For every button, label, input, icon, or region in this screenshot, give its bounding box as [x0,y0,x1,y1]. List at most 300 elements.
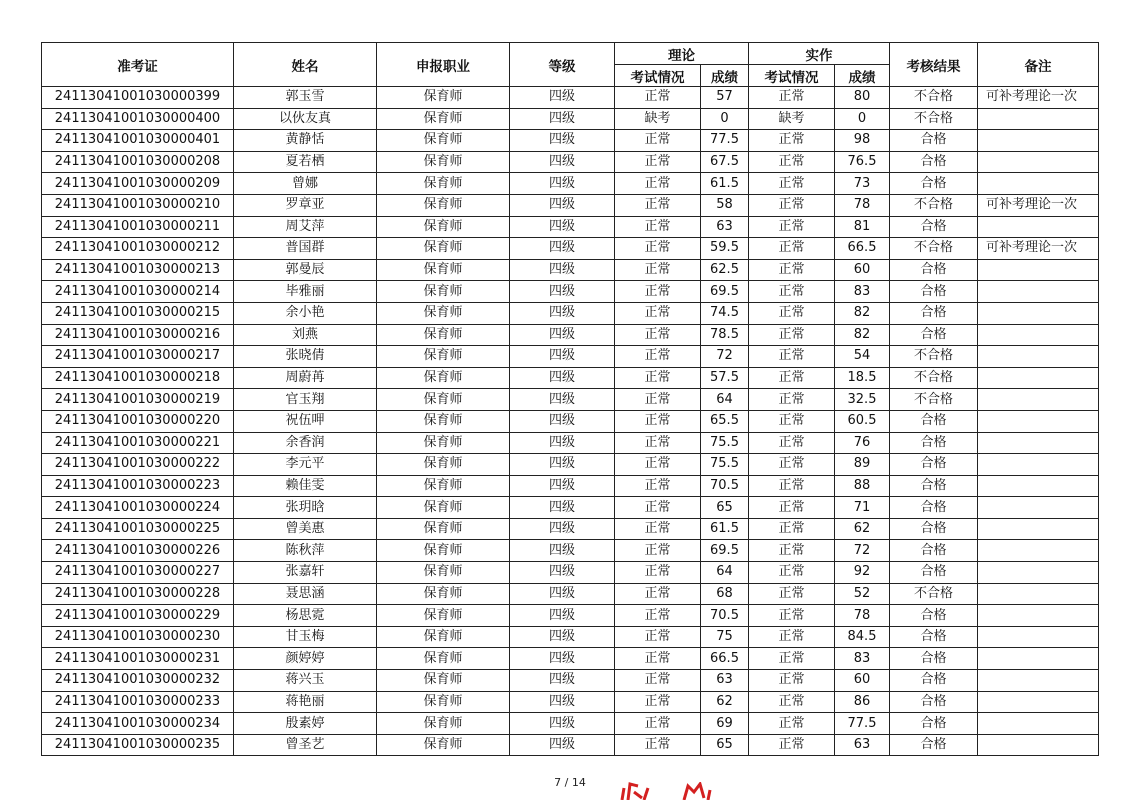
cell-practice-status: 正常 [749,626,835,648]
cell-result: 不合格 [890,194,978,216]
results-table-container [41,42,1099,756]
cell-name: 周蔚苒 [234,367,377,389]
cell-practice-score: 88 [835,475,890,497]
cell-result: 合格 [890,216,978,238]
cell-level: 四级 [510,216,615,238]
cell-ticket: 24113041001030000227 [42,562,234,584]
cell-name: 郭玉雪 [234,87,377,109]
cell-name: 罗章亚 [234,194,377,216]
cell-result: 不合格 [890,87,978,109]
cell-ticket: 24113041001030000213 [42,259,234,281]
cell-practice-status: 正常 [749,648,835,670]
cell-theory-score: 61.5 [701,518,749,540]
cell-result: 合格 [890,454,978,476]
cell-note [978,324,1099,346]
cell-result: 合格 [890,691,978,713]
cell-note [978,583,1099,605]
table-row [42,432,1099,454]
cell-ticket: 24113041001030000400 [42,108,234,130]
cell-name: 颜婷婷 [234,648,377,670]
cell-level: 四级 [510,713,615,735]
cell-level: 四级 [510,454,615,476]
cell-occupation: 保育师 [377,454,510,476]
cell-note [978,346,1099,368]
cell-ticket: 24113041001030000209 [42,173,234,195]
cell-occupation: 保育师 [377,648,510,670]
header-theory: 理论 [615,43,749,65]
cell-ticket: 24113041001030000215 [42,302,234,324]
cell-practice-status: 正常 [749,670,835,692]
cell-theory-status: 正常 [615,367,701,389]
cell-level: 四级 [510,173,615,195]
header-practice: 实作 [749,43,890,65]
table-row [42,108,1099,130]
cell-theory-score: 78.5 [701,324,749,346]
cell-level: 四级 [510,734,615,756]
cell-result: 合格 [890,173,978,195]
cell-practice-score: 82 [835,302,890,324]
cell-practice-status: 正常 [749,605,835,627]
cell-result: 合格 [890,475,978,497]
cell-ticket: 24113041001030000214 [42,281,234,303]
cell-theory-status: 正常 [615,540,701,562]
cell-name: 周艾萍 [234,216,377,238]
cell-practice-score: 83 [835,281,890,303]
cell-practice-status: 正常 [749,475,835,497]
table-row [42,454,1099,476]
cell-occupation: 保育师 [377,518,510,540]
cell-practice-status: 正常 [749,87,835,109]
cell-theory-status: 正常 [615,151,701,173]
cell-practice-score: 78 [835,194,890,216]
cell-note [978,518,1099,540]
cell-practice-status: 正常 [749,259,835,281]
cell-result: 不合格 [890,367,978,389]
cell-note [978,691,1099,713]
cell-practice-score: 60.5 [835,410,890,432]
cell-level: 四级 [510,238,615,260]
cell-practice-status: 正常 [749,432,835,454]
cell-occupation: 保育师 [377,605,510,627]
cell-ticket: 24113041001030000218 [42,367,234,389]
cell-practice-status: 正常 [749,173,835,195]
cell-theory-score: 57 [701,87,749,109]
cell-ticket: 24113041001030000223 [42,475,234,497]
cell-name: 殷素婷 [234,713,377,735]
cell-level: 四级 [510,562,615,584]
cell-practice-status: 正常 [749,302,835,324]
cell-level: 四级 [510,259,615,281]
table-row [42,518,1099,540]
cell-level: 四级 [510,540,615,562]
cell-name: 张晓倩 [234,346,377,368]
cell-theory-status: 正常 [615,259,701,281]
cell-theory-score: 70.5 [701,475,749,497]
cell-theory-status: 正常 [615,173,701,195]
cell-theory-score: 67.5 [701,151,749,173]
cell-practice-score: 52 [835,583,890,605]
cell-result: 合格 [890,648,978,670]
cell-name: 黄静恬 [234,130,377,152]
header-practice-score: 成绩 [835,65,890,87]
table-row [42,367,1099,389]
cell-level: 四级 [510,281,615,303]
cell-ticket: 24113041001030000233 [42,691,234,713]
cell-result: 合格 [890,670,978,692]
table-row [42,87,1099,109]
cell-ticket: 24113041001030000216 [42,324,234,346]
cell-level: 四级 [510,518,615,540]
cell-name: 祝伍呷 [234,410,377,432]
cell-theory-status: 正常 [615,454,701,476]
cell-practice-score: 60 [835,670,890,692]
red-seal-stamp-fragment-icon [680,782,714,800]
cell-practice-score: 62 [835,518,890,540]
cell-theory-status: 正常 [615,346,701,368]
cell-occupation: 保育师 [377,734,510,756]
cell-ticket: 24113041001030000210 [42,194,234,216]
cell-result: 不合格 [890,238,978,260]
cell-note [978,562,1099,584]
cell-result: 合格 [890,497,978,519]
cell-practice-score: 81 [835,216,890,238]
cell-ticket: 24113041001030000212 [42,238,234,260]
cell-level: 四级 [510,87,615,109]
cell-result: 合格 [890,410,978,432]
cell-level: 四级 [510,410,615,432]
cell-practice-score: 86 [835,691,890,713]
cell-ticket: 24113041001030000224 [42,497,234,519]
cell-practice-status: 正常 [749,151,835,173]
cell-practice-status: 正常 [749,324,835,346]
cell-note [978,540,1099,562]
cell-occupation: 保育师 [377,432,510,454]
table-row [42,410,1099,432]
cell-occupation: 保育师 [377,626,510,648]
cell-ticket: 24113041001030000211 [42,216,234,238]
header-ticket: 准考证 [42,43,234,87]
cell-result: 合格 [890,281,978,303]
cell-level: 四级 [510,670,615,692]
cell-note [978,432,1099,454]
header-note: 备注 [978,43,1099,87]
cell-theory-status: 正常 [615,648,701,670]
table-row [42,691,1099,713]
results-table [41,42,1099,756]
cell-practice-score: 73 [835,173,890,195]
cell-occupation: 保育师 [377,346,510,368]
cell-theory-status: 正常 [615,734,701,756]
cell-name: 陈秋萍 [234,540,377,562]
cell-result: 合格 [890,518,978,540]
cell-name: 曾娜 [234,173,377,195]
cell-theory-score: 59.5 [701,238,749,260]
cell-practice-score: 66.5 [835,238,890,260]
cell-note [978,130,1099,152]
cell-theory-status: 正常 [615,475,701,497]
cell-note [978,151,1099,173]
cell-occupation: 保育师 [377,259,510,281]
cell-ticket: 24113041001030000228 [42,583,234,605]
cell-theory-score: 68 [701,583,749,605]
table-row [42,302,1099,324]
cell-theory-score: 63 [701,670,749,692]
cell-practice-status: 正常 [749,454,835,476]
cell-occupation: 保育师 [377,130,510,152]
cell-note [978,454,1099,476]
cell-occupation: 保育师 [377,87,510,109]
cell-practice-score: 71 [835,497,890,519]
cell-level: 四级 [510,302,615,324]
cell-level: 四级 [510,583,615,605]
cell-name: 甘玉梅 [234,626,377,648]
cell-ticket: 24113041001030000220 [42,410,234,432]
cell-name: 蒋艳丽 [234,691,377,713]
cell-name: 曾美惠 [234,518,377,540]
cell-occupation: 保育师 [377,108,510,130]
cell-theory-status: 正常 [615,302,701,324]
header-result: 考核结果 [890,43,978,87]
cell-theory-status: 正常 [615,562,701,584]
cell-name: 聂思涵 [234,583,377,605]
cell-theory-score: 62 [701,691,749,713]
cell-practice-score: 83 [835,648,890,670]
cell-result: 合格 [890,151,978,173]
cell-level: 四级 [510,346,615,368]
cell-theory-status: 正常 [615,281,701,303]
cell-name: 普国群 [234,238,377,260]
cell-level: 四级 [510,367,615,389]
cell-occupation: 保育师 [377,475,510,497]
cell-practice-status: 正常 [749,518,835,540]
cell-theory-score: 72 [701,346,749,368]
cell-practice-status: 正常 [749,691,835,713]
cell-practice-status: 正常 [749,540,835,562]
cell-theory-score: 57.5 [701,367,749,389]
cell-ticket: 24113041001030000401 [42,130,234,152]
cell-name: 夏若栖 [234,151,377,173]
cell-theory-status: 正常 [615,324,701,346]
cell-theory-status: 正常 [615,389,701,411]
cell-level: 四级 [510,648,615,670]
cell-theory-score: 69 [701,713,749,735]
cell-level: 四级 [510,108,615,130]
cell-note [978,108,1099,130]
cell-occupation: 保育师 [377,410,510,432]
cell-note [978,367,1099,389]
cell-occupation: 保育师 [377,540,510,562]
cell-ticket: 24113041001030000234 [42,713,234,735]
cell-result: 合格 [890,713,978,735]
cell-theory-status: 缺考 [615,108,701,130]
cell-ticket: 24113041001030000217 [42,346,234,368]
red-seal-stamp-icon [618,782,660,800]
cell-theory-score: 66.5 [701,648,749,670]
cell-name: 蒋兴玉 [234,670,377,692]
header-level: 等级 [510,43,615,87]
cell-note [978,216,1099,238]
cell-result: 不合格 [890,389,978,411]
cell-ticket: 24113041001030000208 [42,151,234,173]
table-row [42,281,1099,303]
cell-occupation: 保育师 [377,238,510,260]
cell-level: 四级 [510,324,615,346]
cell-note [978,713,1099,735]
cell-occupation: 保育师 [377,173,510,195]
table-row [42,540,1099,562]
cell-practice-status: 正常 [749,238,835,260]
header-occupation: 申报职业 [377,43,510,87]
cell-practice-score: 89 [835,454,890,476]
cell-practice-score: 18.5 [835,367,890,389]
cell-theory-score: 70.5 [701,605,749,627]
cell-note [978,648,1099,670]
cell-occupation: 保育师 [377,497,510,519]
cell-note [978,173,1099,195]
cell-theory-status: 正常 [615,497,701,519]
cell-practice-score: 78 [835,605,890,627]
cell-occupation: 保育师 [377,194,510,216]
cell-theory-status: 正常 [615,87,701,109]
table-row [42,259,1099,281]
cell-note: 可补考理论一次 [978,194,1099,216]
cell-ticket: 24113041001030000231 [42,648,234,670]
table-row [42,605,1099,627]
header-theory-exam-status: 考试情况 [615,65,701,87]
cell-name: 余香润 [234,432,377,454]
cell-theory-score: 69.5 [701,281,749,303]
cell-ticket: 24113041001030000222 [42,454,234,476]
cell-note [978,302,1099,324]
cell-theory-score: 62.5 [701,259,749,281]
cell-practice-score: 32.5 [835,389,890,411]
cell-level: 四级 [510,130,615,152]
table-row [42,734,1099,756]
cell-result: 合格 [890,432,978,454]
cell-practice-status: 缺考 [749,108,835,130]
table-row [42,497,1099,519]
cell-practice-status: 正常 [749,389,835,411]
table-row [42,475,1099,497]
cell-theory-score: 64 [701,389,749,411]
cell-ticket: 24113041001030000399 [42,87,234,109]
cell-theory-status: 正常 [615,713,701,735]
cell-theory-status: 正常 [615,410,701,432]
cell-level: 四级 [510,151,615,173]
cell-result: 合格 [890,562,978,584]
cell-theory-score: 74.5 [701,302,749,324]
cell-note [978,670,1099,692]
cell-theory-score: 65 [701,734,749,756]
cell-occupation: 保育师 [377,713,510,735]
cell-practice-score: 84.5 [835,626,890,648]
cell-note [978,626,1099,648]
cell-theory-status: 正常 [615,691,701,713]
cell-theory-status: 正常 [615,194,701,216]
table-row [42,713,1099,735]
cell-result: 不合格 [890,108,978,130]
cell-practice-score: 63 [835,734,890,756]
cell-name: 余小艳 [234,302,377,324]
cell-occupation: 保育师 [377,324,510,346]
cell-theory-status: 正常 [615,432,701,454]
cell-level: 四级 [510,691,615,713]
cell-note: 可补考理论一次 [978,238,1099,260]
cell-practice-score: 0 [835,108,890,130]
cell-result: 合格 [890,540,978,562]
cell-occupation: 保育师 [377,302,510,324]
cell-practice-status: 正常 [749,713,835,735]
cell-level: 四级 [510,432,615,454]
cell-result: 合格 [890,259,978,281]
cell-practice-status: 正常 [749,734,835,756]
cell-result: 合格 [890,130,978,152]
cell-occupation: 保育师 [377,670,510,692]
cell-ticket: 24113041001030000219 [42,389,234,411]
cell-theory-status: 正常 [615,583,701,605]
cell-result: 不合格 [890,346,978,368]
cell-result: 合格 [890,324,978,346]
cell-name: 毕雅丽 [234,281,377,303]
cell-theory-status: 正常 [615,216,701,238]
cell-ticket: 24113041001030000232 [42,670,234,692]
cell-practice-score: 76 [835,432,890,454]
cell-theory-status: 正常 [615,238,701,260]
cell-theory-score: 0 [701,108,749,130]
cell-theory-score: 64 [701,562,749,584]
cell-theory-status: 正常 [615,130,701,152]
cell-practice-status: 正常 [749,346,835,368]
table-row [42,216,1099,238]
cell-result: 合格 [890,302,978,324]
cell-practice-score: 80 [835,87,890,109]
cell-note [978,281,1099,303]
cell-level: 四级 [510,389,615,411]
cell-ticket: 24113041001030000221 [42,432,234,454]
cell-name: 以伙友真 [234,108,377,130]
table-row [42,173,1099,195]
cell-practice-status: 正常 [749,130,835,152]
cell-result: 不合格 [890,583,978,605]
cell-occupation: 保育师 [377,562,510,584]
cell-practice-score: 72 [835,540,890,562]
cell-practice-score: 60 [835,259,890,281]
cell-note [978,497,1099,519]
cell-theory-score: 63 [701,216,749,238]
header-practice-exam-status: 考试情况 [749,65,835,87]
table-row [42,238,1099,260]
cell-practice-status: 正常 [749,194,835,216]
cell-theory-status: 正常 [615,518,701,540]
cell-practice-status: 正常 [749,216,835,238]
cell-practice-status: 正常 [749,367,835,389]
cell-practice-score: 82 [835,324,890,346]
cell-occupation: 保育师 [377,583,510,605]
cell-name: 郭曼辰 [234,259,377,281]
cell-practice-status: 正常 [749,281,835,303]
cell-ticket: 24113041001030000229 [42,605,234,627]
cell-theory-score: 65.5 [701,410,749,432]
cell-theory-score: 77.5 [701,130,749,152]
table-row [42,194,1099,216]
header-theory-score: 成绩 [701,65,749,87]
cell-name: 李元平 [234,454,377,476]
cell-name: 刘燕 [234,324,377,346]
cell-occupation: 保育师 [377,691,510,713]
cell-occupation: 保育师 [377,281,510,303]
page-number: 7 / 14 [554,776,586,789]
cell-theory-score: 65 [701,497,749,519]
